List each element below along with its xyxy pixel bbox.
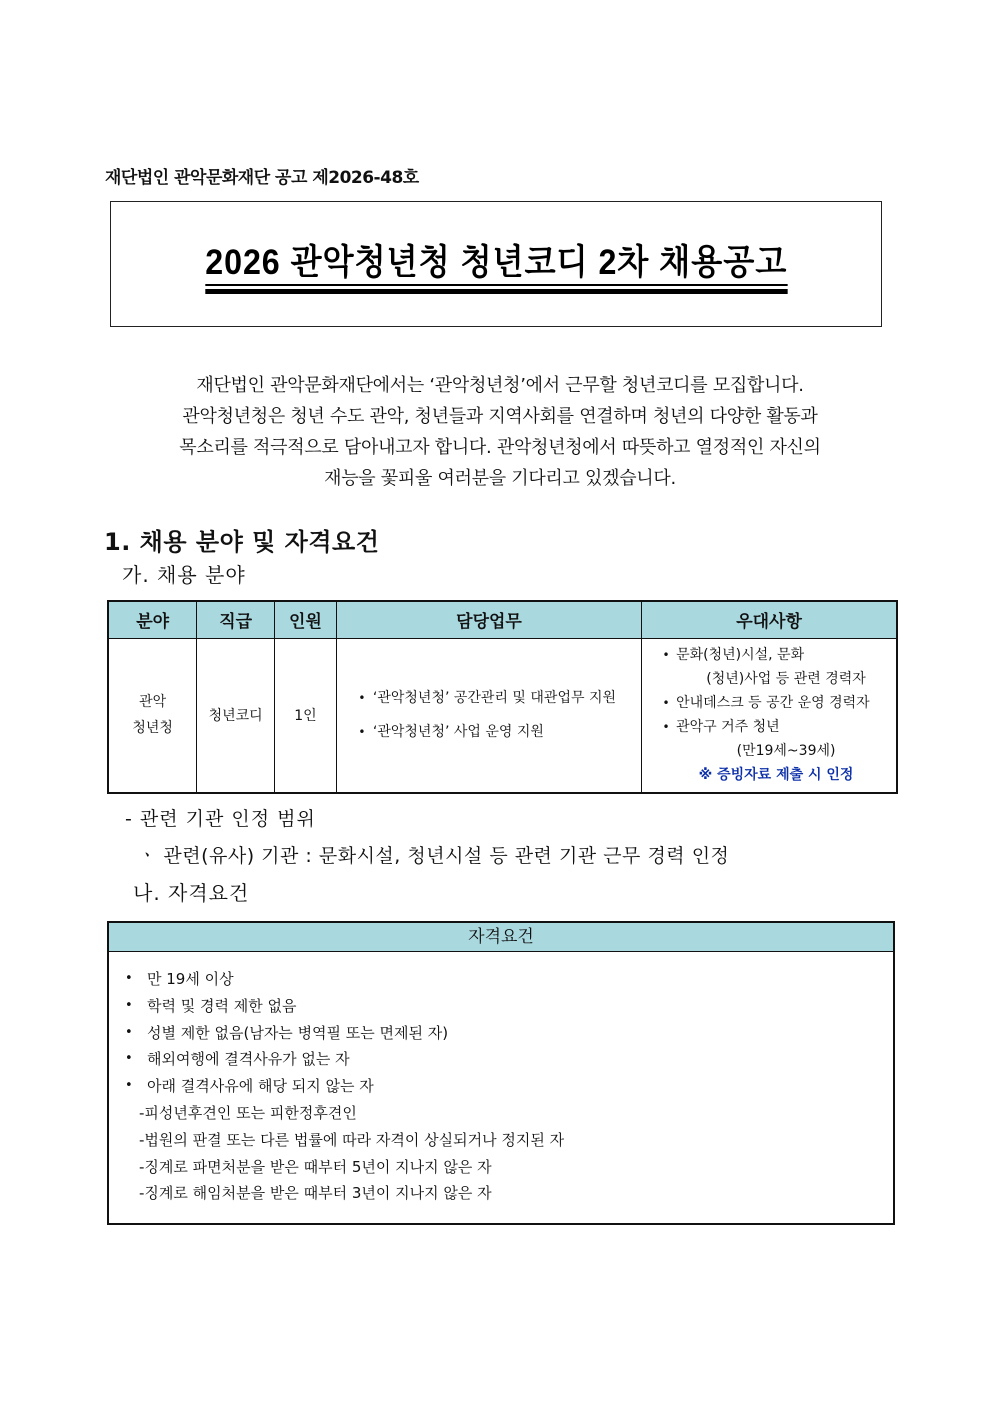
qualification-item: [125, 993, 893, 1020]
recruitment-table: [107, 600, 898, 794]
bullet-icon: •: [662, 720, 670, 735]
bullet-icon: •: [125, 1024, 133, 1040]
qualification-text: 성별 제한 없음(남자는 병역필 또는 면제된 자): [147, 1023, 449, 1042]
qualification-text: 아래 결격사유에 해당 되지 않는 자: [147, 1077, 374, 1096]
intro-line: 재단법인 관악문화재단에서는 ‘관악청년청’에서 근무할 청년코디를 모집합니다.: [196, 375, 804, 396]
cell-preferences: [642, 638, 897, 793]
disqualification-item: -법원의 판결 또는 다른 법률에 따라 자격이 상실되거나 정지된 자: [139, 1130, 565, 1149]
header-field: 분야: [108, 601, 197, 638]
field-line: 청년청: [132, 720, 173, 737]
preference-item: [656, 715, 896, 739]
duty-item: [351, 715, 641, 749]
bullet-icon: •: [125, 1078, 133, 1094]
preference-text: 관악구 거주 청년: [676, 719, 780, 736]
disqualification-item: -징계로 해임처분을 받은 때부터 3년이 지나지 않은 자: [139, 1184, 492, 1203]
table-header-row: [108, 601, 897, 638]
bullet-icon: •: [662, 648, 670, 663]
notice-number: 재단법인 관악문화재단 공고 제2026-48호: [105, 168, 419, 188]
bullet-icon: •: [358, 725, 366, 740]
intro-line: 목소리를 적극적으로 담아내고자 합니다. 관악청년청에서 따뜻하고 열정적인 자신의: [179, 437, 821, 458]
subsection-heading-field: 가. 채용 분야: [122, 563, 246, 587]
preference-item: [656, 643, 896, 667]
preference-text: 안내데스크 등 공간 운영 경력자: [676, 695, 870, 712]
field-line: 관악: [139, 694, 167, 711]
intro-paragraph: [100, 370, 900, 494]
cell-field: [108, 638, 197, 793]
qualifications-box: [107, 921, 895, 1225]
bullet-icon: •: [125, 997, 133, 1013]
duty-text: ‘관악청년청’ 공간관리 및 대관업무 지원: [372, 690, 616, 707]
cell-duties: [336, 638, 641, 793]
page-title: 2026 관악청년청 청년코디 2차 채용공고: [205, 235, 787, 294]
header-preferences: 우대사항: [642, 601, 897, 638]
duty-item: [351, 681, 641, 715]
evidence-note: ※ 증빙자료 제출 시 인정: [698, 767, 854, 784]
preference-text-cont: (청년)사업 등 관련 경력자: [706, 671, 866, 688]
bullet-icon: •: [125, 971, 133, 986]
qualification-text: 학력 및 경력 제한 없음: [147, 996, 297, 1015]
preference-text-cont: (만19세~39세): [736, 743, 836, 760]
related-institution-heading: - 관련 기관 인정 범위: [125, 808, 316, 830]
disqualification-item: -피성년후견인 또는 피한정후견인: [139, 1103, 357, 1122]
qualification-text: 해외여행에 결격사유가 없는 자: [147, 1050, 350, 1069]
section-heading: 1. 채용 분야 및 자격요건: [104, 528, 380, 556]
duty-text: ‘관악청년청’ 사업 운영 지원: [372, 724, 544, 741]
bullet-icon: •: [125, 1051, 133, 1067]
qualifications-list: [109, 952, 893, 1207]
table-row: [108, 638, 897, 793]
related-institution-item: ㆍ 관련(유사) 기관 : 문화시설, 청년시설 등 관련 기관 근무 경력 인정: [138, 845, 730, 867]
preference-text: 문화(청년)시설, 문화: [676, 647, 805, 664]
header-grade: 직급: [197, 601, 275, 638]
header-duties: 담당업무: [336, 601, 641, 638]
qualifications-header: 자격요건: [109, 923, 893, 952]
disqualification-item: -징계로 파면처분을 받은 때부터 5년이 지나지 않은 자: [139, 1157, 492, 1176]
cell-count: 1인: [275, 638, 337, 793]
header-count: 인원: [275, 601, 337, 638]
qualification-item: [125, 1046, 893, 1073]
bullet-icon: •: [662, 696, 670, 711]
cell-grade: 청년코디: [197, 638, 275, 793]
qualification-item: [125, 1073, 893, 1100]
title-box: [110, 201, 882, 327]
bullet-icon: •: [358, 691, 366, 706]
qualification-item: [125, 1020, 893, 1047]
intro-line: 관악청년청은 청년 수도 관악, 청년들과 지역사회를 연결하며 청년의 다양한 활동과: [182, 406, 818, 427]
qualification-text: 만 19세 이상: [147, 970, 234, 988]
preference-item: [656, 691, 896, 715]
intro-line: 재능을 꽃피울 여러분을 기다리고 있겠습니다.: [324, 468, 676, 489]
subsection-heading-qualifications: 나. 자격요건: [133, 881, 250, 905]
qualification-item: [125, 966, 893, 993]
